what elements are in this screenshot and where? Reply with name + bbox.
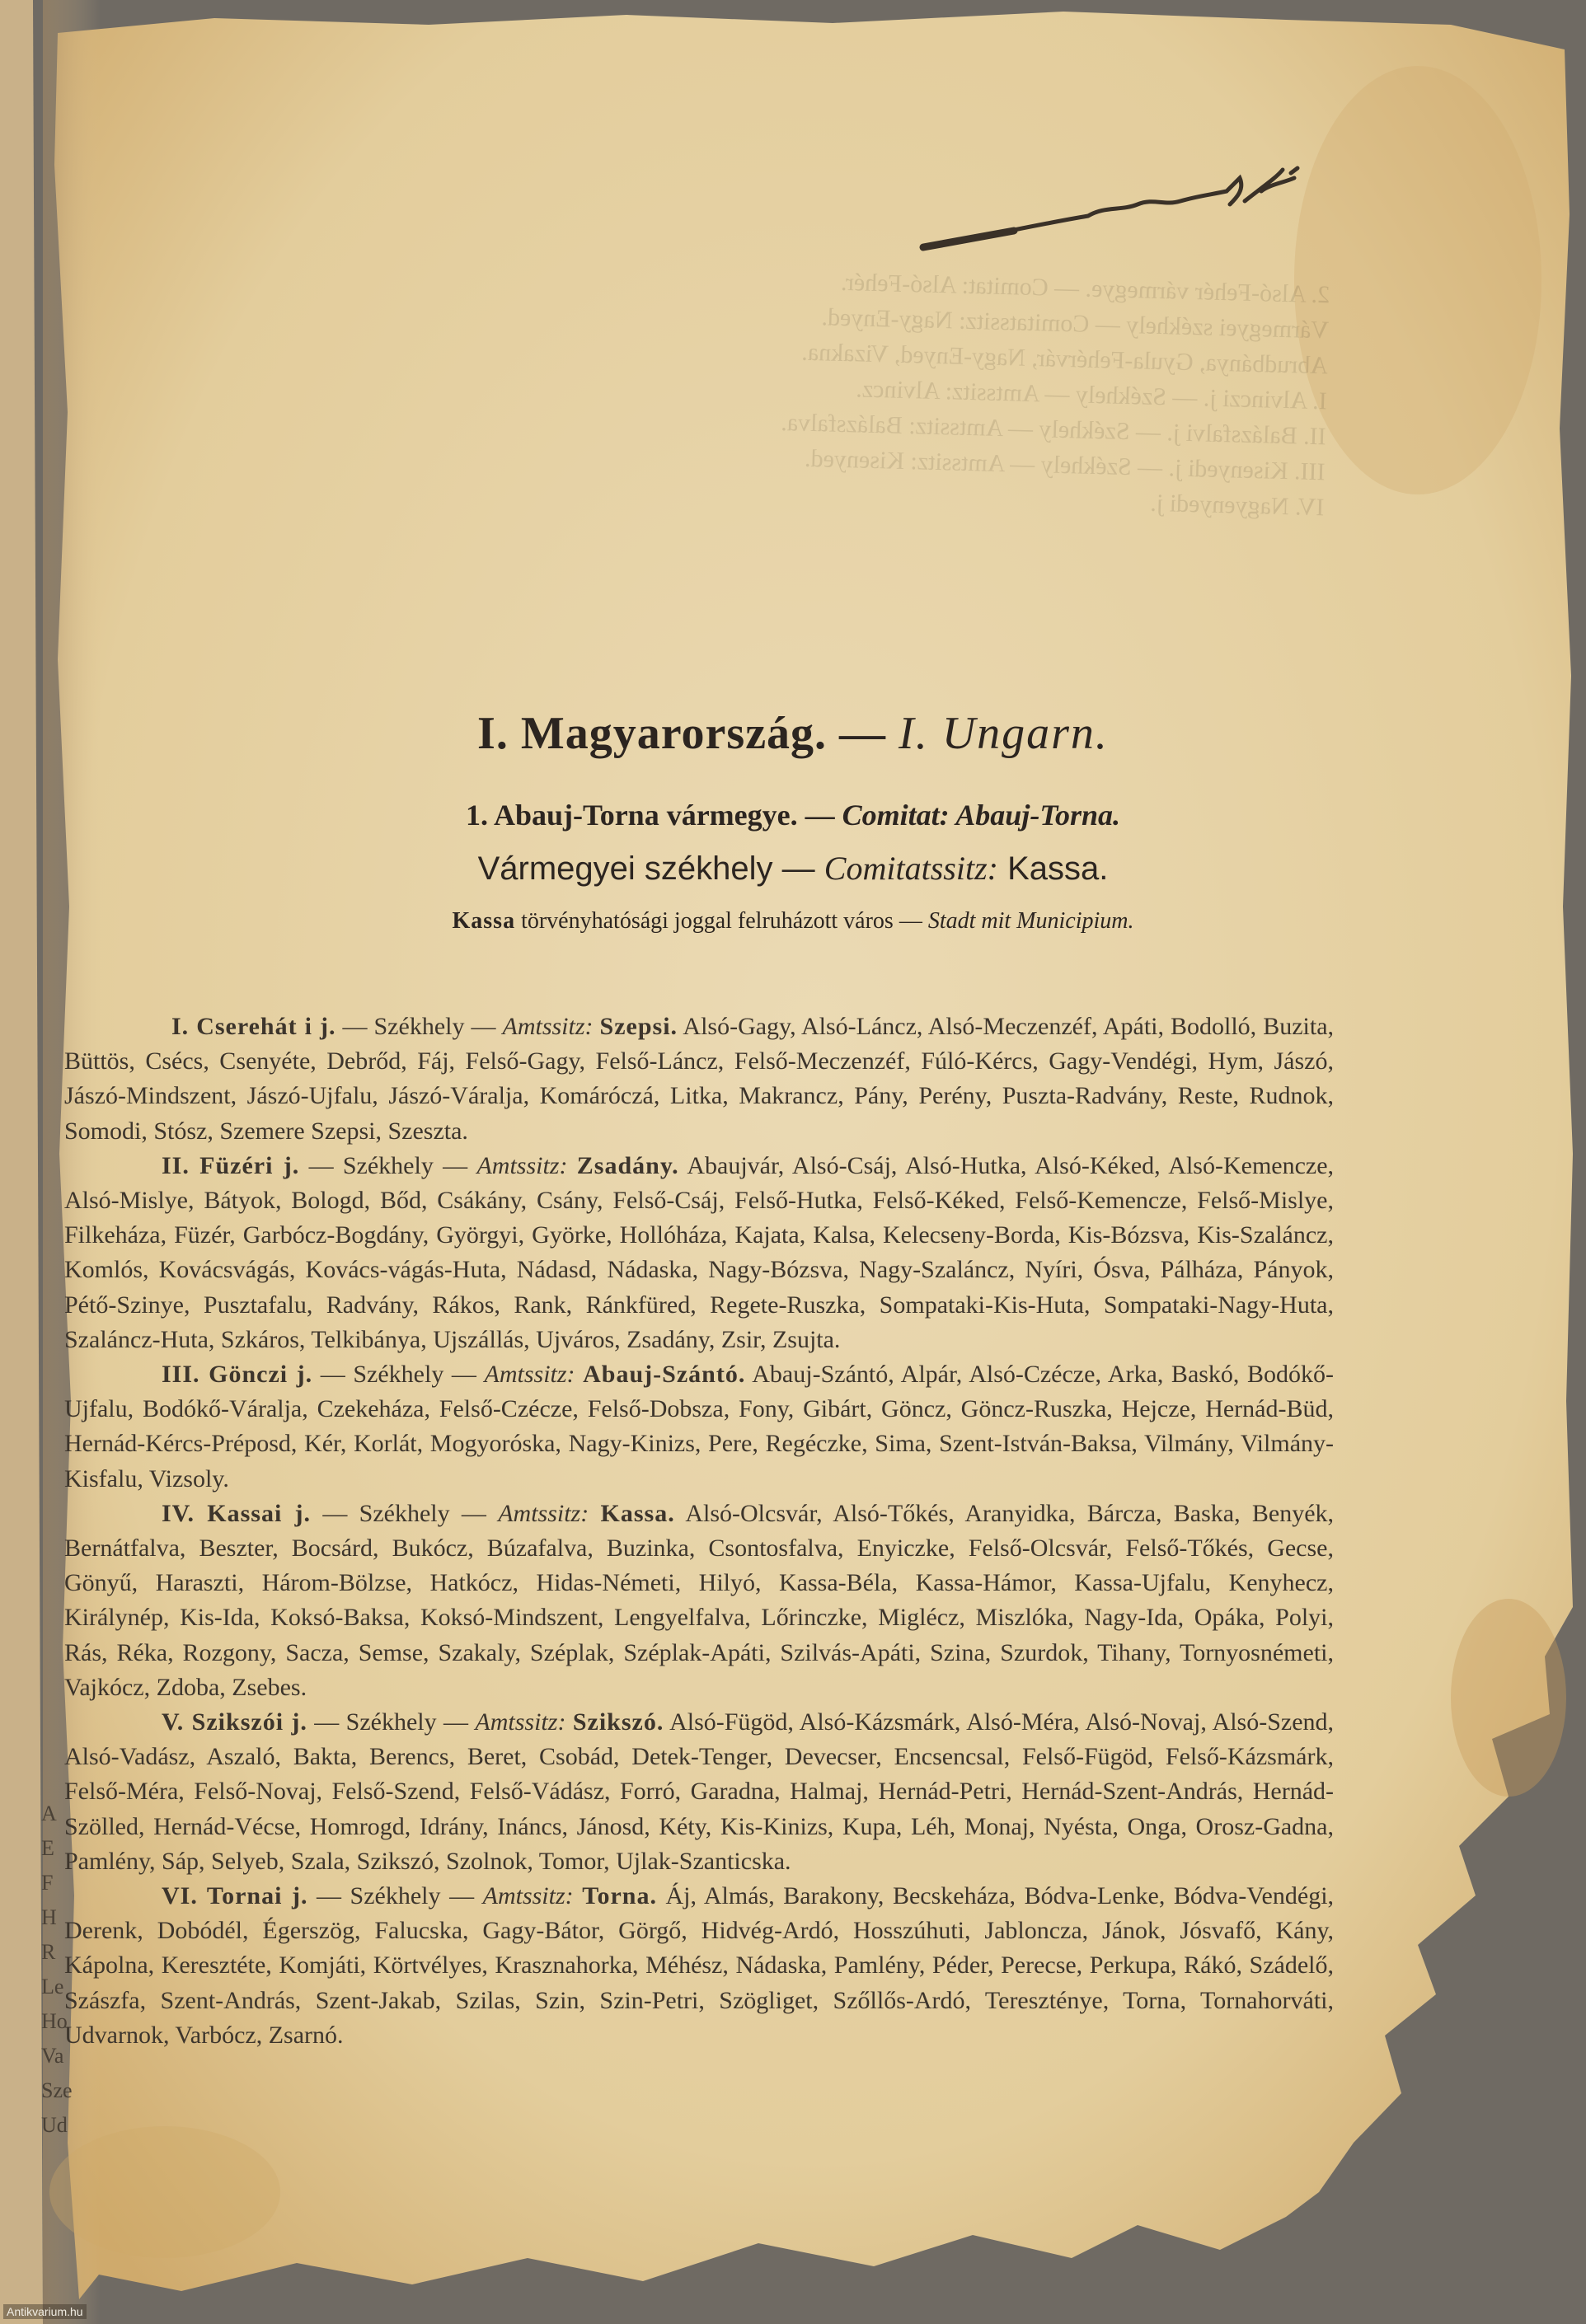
district-seat: Kassa. [600,1499,675,1527]
district-name: II. Füzéri j. [162,1151,300,1179]
district-german-label: Amtssitz: [498,1499,589,1527]
edge-fragment: Sze [41,2078,73,2102]
district-paragraph [64,1149,1334,1357]
edge-fragment: R [41,1940,56,1964]
comitat-dash: — [805,799,835,832]
edge-fragment: Va [41,2044,64,2068]
district-name: IV. Kassai j. [162,1499,312,1527]
district-villages: Abauj-Szántó, Alpár, Alsó-Czécze, Arka, Baskó, Bodókő-Ujfalu, Bodókő-Váralja, Czekeháza, Felső-Czécze, Felső-Dobsza, Fony, Gibárt, Göncz, Göncz-Ruszka, Hejcze, Hernád-Büd, Hernád-Kércs-Préposd, Kér, Korlát, Mogyoróska, Nagy-Kinizs, Pere, Regéczke, Sima, Szent-István-Baksa, Vilmány, Vilmány-Kisfalu, Vizsoly. [64,1361,1335,1492]
district-paragraph [64,1879,1334,2053]
edge-fragment: E [41,1836,54,1860]
comitat-german: Comitat: Abauj-Torna. [842,799,1121,832]
district-seat: Torna. [582,1882,657,1910]
district-name: V. Szikszói j. [162,1708,307,1736]
district-villages: Alsó-Olcsvár, Alsó-Tőkés, Aranyidka, Bárcza, Baska, Benyék, Bernátfalva, Beszter, Bocsárd, Bukócz, Búzafalva, Buzinka, Csontosfalva, Enyiczke, Felső-Olcsvár, Felső-Tőkés, Gecse, Gönyű, Haraszti, Három-Bölzse, Hatkócz, Hidas-Németi, Hilyó, Kassa-Béla, Kassa-Hámor, Kassa-Ujfalu, Kenyhecz, Királynép, Kis-Ida, Koksó-Baksa, Koksó-Mindszent, Lengyelfalva, Lőrinczke, Miglécz, Miszlóka, Nagy-Ida, Opáka, Polyi, Rás, Réka, Rozgony, Sacza, Semse, Szakaly, Széplak, Széplak-Apáti, Szilvás-Apáti, Szina, Szurdok, Tihany, Tornyosnémeti, Vajkócz, Zdoba, Zsebes. [64,1499,1335,1701]
left-edge-fragments [41,1797,73,2143]
title-german: I. Ungarn. [899,708,1109,759]
district-separator: — Székhely — [314,1708,469,1736]
district-german-label: Amtssitz: [484,1361,575,1389]
comitat-hungarian: 1. Abauj-Torna vármegye. [465,799,798,832]
edge-fragment: A [41,1802,57,1825]
comitat-heading [0,798,1586,832]
municipality-hungarian: törvényhatósági joggal felruházott város [521,908,894,934]
district-paragraph [64,1705,1334,1879]
district-separator: — Székhely — [317,1882,475,1910]
district-name: VI. Tornai j. [162,1882,308,1910]
district-separator: — Székhely — [342,1013,496,1040]
seat-dash: — [781,850,815,887]
edge-fragment: Ho [41,2009,68,2033]
district-separator: — Székhely — [320,1361,476,1389]
edge-fragment: H [41,1905,57,1929]
seat-city: Kassa. [1007,850,1109,887]
underlying-page-edge [0,0,43,2324]
bleed-through-text: 2. Alsó-Fehér vármegye. — Comitat: Alsó-Fehér. Vármegyei székhely — Comitatssitz: Nagy-Enyed. Abrudbánya, Gyula-Fehérvár, Nagy-Enyed, Vizakna. I. Alvinczi j. — Székhely — Amtssitz: Alvincz. II. Balázsfalvi j. — Székhely — Amtssitz: Balázsfalva. III. Kisenyedi j. — Székhely — Amtssitz: Kisenyed. IV. Nagyenyedi j. [780,268,1330,522]
municipality-dash: — [899,908,922,934]
title-hungarian: I. Magyarország. [477,708,828,759]
title-dash: — [839,708,887,759]
district-german-label: Amtssitz: [502,1013,594,1040]
district-german-label: Amtssitz: [482,1882,574,1910]
municipality-german: Stadt mit Municipium. [927,908,1134,934]
page-title [0,707,1586,760]
district-seat: Szepsi. [599,1013,678,1040]
district-name: I. Cserehát i j. [171,1013,336,1040]
district-villages: Abaujvár, Alsó-Csáj, Alsó-Hutka, Alsó-Kéked, Alsó-Kemencze, Alsó-Mislye, Bátyok, Bologd, Bőd, Csákány, Csány, Felső-Csáj, Felső-Hutka, Felső-Kéked, Felső-Kemencze, Felső-Mislye, Filkeháza, Füzér, Garbócz-Bogdány, Györgyi, Györke, Hollóháza, Kajata, Kalsa, Kelecseny-Borda, Kis-Bózsva, Kis-Szaláncz, Komlós, Kovácsvágás, Kovács-vágás-Huta, Nádasd, Nádaska, Nagy-Bózsva, Nagy-Szaláncz, Nyíri, Ósva, Pálháza, Pányok, Pétő-Szinye, Pusztafalu, Radvány, Rákos, Rank, Ránkfüred, Regete-Ruszka, Sompataki-Kis-Huta, Sompataki-Nagy-Huta, Szaláncz-Huta, Szkáros, Telkibánya, Ujszállás, Ujváros, Zsadány, Zsir, Zsujta. [64,1151,1335,1353]
district-german-label: Amtssitz: [476,1151,568,1179]
district-seat: Abauj-Szántó. [583,1361,746,1389]
district-seat: Zsadány. [576,1151,679,1179]
district-paragraph [64,1497,1334,1705]
municipality-name: Kassa [452,908,516,934]
seat-german-label: Comitatssitz: [824,850,998,887]
municipality-line [0,908,1586,935]
county-seat-heading [0,849,1586,888]
district-seat: Szikszó. [572,1708,664,1736]
district-villages: Áj, Almás, Barakony, Becskeháza, Bódva-Lenke, Bódva-Vendégi, Derenk, Dobódél, Égerszög, Falucska, Gagy-Bátor, Görgő, Hidvég-Ardó, Hosszúhuti, Jabloncza, Jánok, Jósvafő, Kány, Kápolna, Keresztéte, Komjáti, Körtvélyes, Krasznahorka, Méhész, Nádaska, Pamlény, Péder, Perecse, Perkupa, Rákó, Szádelő, Szászfa, Szent-András, Szent-Jakab, Szilas, Szin, Szin-Petri, Szögliget, Szőllős-Ardó, Tereszténye, Torna, Tornahorváti, Udvarnok, Varbócz, Zsarnó. [64,1882,1335,2049]
district-villages: Alsó-Gagy, Alsó-Láncz, Alsó-Meczenzéf, Apáti, Bodolló, Buzita, Büttös, Csécs, Csenyéte, Debrőd, Fáj, Felső-Gagy, Felső-Láncz, Felső-Meczenzéf, Fúló-Kércs, Gagy-Vendégi, Hym, Jászó, Jászó-Mindszent, Jászó-Ujfalu, Jászó-Váralja, Komáróczá, Litka, Makrancz, Pány, Perény, Puszta-Radvány, Reste, Rudnok, Somodi, Stósz, Szemere Szepsi, Szeszta. [64,1013,1335,1145]
district-villages: Alsó-Fügöd, Alsó-Kázsmárk, Alsó-Méra, Alsó-Novaj, Alsó-Szend, Alsó-Vadász, Aszaló, Bakta, Berencs, Beret, Csobád, Detek-Tenger, Devecser, Encsencsal, Felső-Fügöd, Felső-Kázsmárk, Felső-Méra, Felső-Novaj, Felső-Szend, Felső-Vádász, Forró, Garadna, Halmaj, Hernád-Petri, Hernád-Szent-András, Hernád-Szölled, Hernád-Vécse, Homrogd, Idrány, Ináncs, Jánosd, Kéty, Kis-Kinizs, Kupa, Léh, Monaj, Nyésta, Onga, Orosz-Gadna, Pamlény, Sáp, Selyeb, Szala, Szikszó, Szolnok, Tomor, Ujlak-Szanticska. [64,1708,1335,1875]
district-list [64,1010,1334,2053]
seat-hungarian: Vármegyei székhely [477,850,773,887]
district-separator: — Székhely — [308,1151,468,1179]
district-paragraph [64,1357,1334,1497]
edge-fragment: Le [41,1975,64,1998]
edge-fragment: F [41,1871,54,1895]
district-separator: — Székhely — [322,1499,486,1527]
site-watermark: Antikvarium.hu [3,2304,87,2319]
district-german-label: Amtssitz: [475,1708,566,1736]
district-paragraph [64,1010,1334,1149]
edge-fragment: Ud [41,2113,68,2137]
district-name: III. Gönczi j. [162,1361,313,1389]
